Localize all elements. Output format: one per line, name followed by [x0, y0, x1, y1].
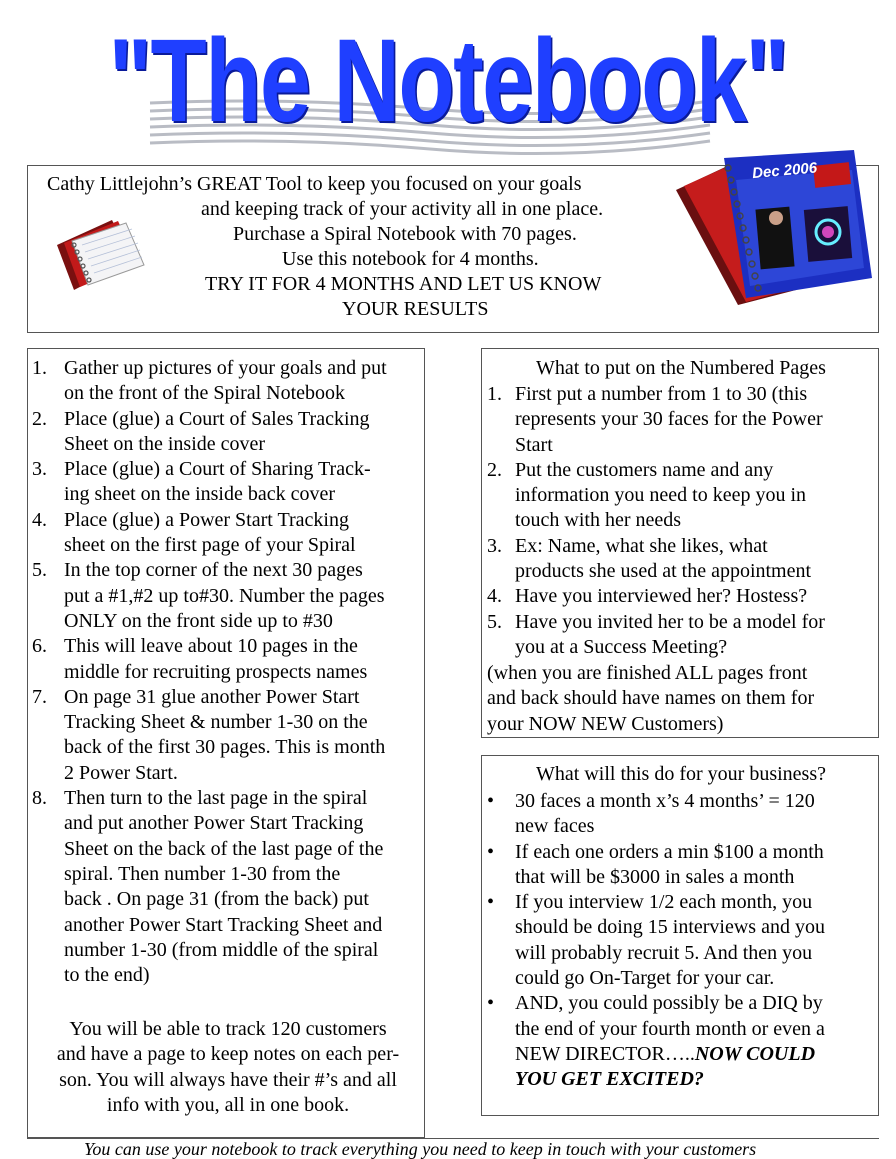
item-text-line: Start [515, 433, 553, 456]
step-number: 5. [32, 559, 47, 582]
new-director-text: NEW DIRECTOR….. [515, 1042, 695, 1065]
business-heading: What will this do for your business? [536, 763, 826, 785]
business-text-line: could go On-Target for your car. [515, 967, 775, 990]
business-item [487, 991, 877, 1092]
step-text-line: Place (glue) a Power Start Tracking [64, 508, 349, 531]
bullet-icon: • [487, 840, 495, 863]
item-text-line: information you need to keep you in [515, 484, 807, 507]
step-text-line: On page 31 glue another Power Start [64, 685, 360, 708]
step-text-line: Sheet on the inside cover [64, 432, 266, 455]
title-area [0, 0, 896, 160]
business-text-line: 30 faces a month x’s 4 months’ = 120 [515, 790, 815, 812]
numbered-pages-list [487, 382, 877, 660]
step-item [32, 558, 424, 634]
business-item [487, 840, 877, 891]
item-text-line: products she used at the appointment [515, 560, 812, 583]
numbered-page-item [487, 584, 877, 609]
steps-column [27, 348, 425, 1138]
business-text-line: that will be $3000 in sales a month [515, 865, 795, 888]
item-number: 1. [487, 383, 502, 405]
step-item [32, 685, 424, 786]
item-number: 4. [487, 585, 502, 608]
step-text-line: Place (glue) a Court of Sharing Track- [64, 458, 371, 481]
note-line: and back should have names on them for [487, 687, 815, 710]
notebook-cover-label: Dec 2006 [751, 159, 818, 183]
emphasis-text: NOW COULD [694, 1042, 816, 1065]
step-number: 3. [32, 458, 47, 481]
item-number: 5. [487, 610, 502, 633]
intro-line: YOUR RESULTS [342, 298, 489, 320]
item-text-line: represents your 30 faces for the Power [515, 408, 823, 431]
step-number: 8. [32, 787, 47, 810]
business-box [481, 755, 879, 1116]
business-text-line [515, 1042, 877, 1067]
step-text-line: sheet on the first page of your Spiral [64, 534, 356, 557]
step-text-line: number 1-30 (from middle of the spiral [64, 938, 379, 961]
step-number: 1. [32, 357, 47, 379]
business-text-line: will probably recruit 5. And then you [515, 941, 813, 964]
closing-paragraph [32, 1017, 424, 1118]
step-item [32, 508, 424, 559]
step-number: 4. [32, 508, 47, 531]
numbered-pages-note [487, 661, 877, 737]
step-item [32, 634, 424, 685]
closing-line: info with you, all in one book. [106, 1093, 350, 1116]
step-text-line: This will leave about 10 pages in the [64, 635, 358, 658]
business-list [487, 789, 877, 1093]
item-text-line: Have you interviewed her? Hostess? [515, 585, 808, 608]
step-text-line: Gather up pictures of your goals and put [64, 357, 387, 379]
step-item [32, 786, 424, 988]
step-text-line: another Power Start Tracking Sheet and [64, 913, 383, 936]
numbered-page-item [487, 610, 877, 661]
step-text-line: Place (glue) a Court of Sales Tracking [64, 407, 370, 430]
spiral-notebook-image [52, 215, 147, 295]
item-text-line: you at a Success Meeting? [515, 635, 728, 658]
item-text-line: First put a number from 1 to 30 (this [515, 383, 808, 405]
footer-text: You can use your notebook to track everything you need to keep in touch with your customers [84, 1139, 757, 1159]
step-text-line: In the top corner of the next 30 pages [64, 559, 363, 582]
step-text-line: to the end) [64, 964, 150, 987]
business-text-line: If each one orders a min $100 a month [515, 840, 824, 863]
step-text-line: put a #1,#2 up to#30. Number the pages [64, 584, 385, 607]
business-text-line: If you interview 1/2 each month, you [515, 891, 813, 914]
page-title: "The Notebook" [108, 15, 788, 147]
numbered-page-item [487, 534, 877, 585]
intro-line: Use this notebook for 4 months. [282, 248, 539, 270]
step-number: 2. [32, 407, 47, 430]
intro-line: TRY IT FOR 4 MONTHS AND LET US KNOW [205, 273, 602, 295]
business-text-line: should be doing 15 interviews and you [515, 916, 825, 939]
numbered-page-item [487, 382, 877, 458]
business-text-line: new faces [515, 815, 595, 838]
step-item [32, 356, 424, 407]
business-item [487, 789, 877, 840]
step-text-line: back of the first 30 pages. This is month [64, 736, 386, 759]
step-text-line: back . On page 31 (from the back) put [64, 888, 369, 911]
step-text-line: Tracking Sheet & number 1-30 on the [64, 711, 368, 734]
business-text-line: the end of your fourth month or even a [515, 1017, 825, 1040]
numbered-pages-heading: What to put on the Numbered Pages [536, 357, 826, 379]
numbered-page-item [487, 458, 877, 534]
note-line: (when you are finished ALL pages front [487, 662, 808, 684]
note-line: your NOW NEW Customers) [487, 712, 724, 735]
step-item [32, 457, 424, 508]
step-text-line: 2 Power Start. [64, 761, 178, 784]
emphasis-text: YOU GET EXCITED? [515, 1068, 704, 1091]
business-item [487, 890, 877, 991]
intro-line: Cathy Littlejohn’s GREAT Tool to keep you focused on your goals [47, 173, 582, 195]
bullet-icon: • [487, 891, 495, 914]
item-text-line: Ex: Name, what she likes, what [515, 534, 768, 557]
item-text-line: touch with her needs [515, 509, 682, 532]
step-number: 7. [32, 685, 47, 708]
closing-line: You will be able to track 120 customers [69, 1018, 387, 1040]
intro-line: and keeping track of your activity all in one place. [201, 198, 604, 220]
step-text-line: middle for recruiting prospects names [64, 660, 368, 683]
step-text-line: and put another Power Start Tracking [64, 812, 364, 835]
closing-line: and have a page to keep notes on each per- [56, 1043, 400, 1066]
decorated-notebook-image [676, 150, 876, 305]
bullet-icon: • [487, 992, 495, 1015]
step-text-line: Then turn to the last page in the spiral [64, 787, 368, 810]
intro-line: Purchase a Spiral Notebook with 70 pages. [233, 223, 577, 245]
bullet-icon: • [487, 790, 495, 812]
step-text-line: spiral. Then number 1-30 from the [64, 862, 341, 885]
business-text-line: AND, you could possibly be a DIQ by [515, 992, 823, 1015]
steps-list [32, 356, 424, 988]
item-number: 2. [487, 458, 502, 481]
step-text-line: ONLY on the front side up to #30 [64, 609, 333, 632]
step-text-line: on the front of the Spiral Notebook [64, 382, 346, 405]
item-text-line: Put the customers name and any [515, 458, 774, 481]
step-number: 6. [32, 635, 47, 658]
item-number: 3. [487, 534, 502, 557]
step-item [32, 407, 424, 458]
step-text-line: Sheet on the back of the last page of the [64, 837, 384, 860]
closing-line: son. You will always have their #’s and all [59, 1068, 397, 1091]
item-text-line: Have you invited her to be a model for [515, 610, 825, 633]
numbered-pages-box [481, 348, 879, 738]
step-text-line: ing sheet on the inside back cover [64, 483, 336, 506]
